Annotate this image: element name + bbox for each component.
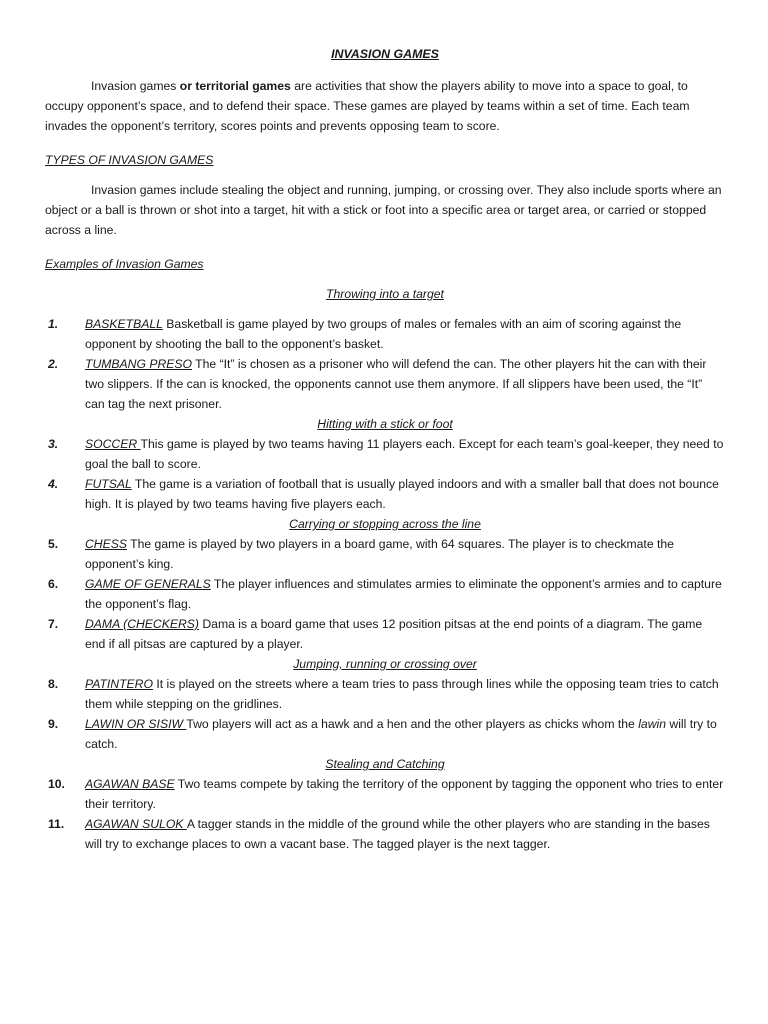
list-item: [45, 434, 725, 474]
game-name: CHESS: [85, 537, 127, 551]
intro-text-2: are activities that show the players ability to move into a space to goal, to occupy opponent’s space, and to defend their space. These games are played by teams within a set of time. Each team invades the opponent’s territory, scores points and prevents opposing team to score.: [45, 79, 690, 133]
category-heading-throwing: Throwing into a target: [326, 287, 444, 301]
types-heading: TYPES OF INVASION GAMES: [45, 153, 214, 167]
games-list-carrying: [45, 534, 725, 654]
game-description: The game is a variation of football that is usually played indoors and with a smaller ball that does not bounce high. It is played by two teams having five players each.: [85, 477, 719, 511]
games-list-jumping: [45, 674, 725, 754]
game-description: A tagger stands in the middle of the ground while the other players who are standing in the bases will try to exchange places to own a vacant base. The tagged player is the next tagger.: [85, 817, 710, 851]
category-heading-carrying: Carrying or stopping across the line: [289, 517, 481, 531]
item-number: 10.: [48, 777, 65, 791]
list-item: [45, 574, 725, 614]
item-number: 5.: [48, 537, 59, 551]
item-number: 8.: [48, 677, 59, 691]
list-item: [45, 614, 725, 654]
game-description-emphasis: lawin: [638, 717, 666, 731]
intro-text-bold: or territorial games: [179, 79, 291, 93]
game-description: The game is played by two players in a board game, with 64 squares. The player is to checkmate the opponent’s king.: [85, 537, 674, 571]
game-description: The player influences and stimulates armies to eliminate the opponent’s armies and to capture the opponent’s flag.: [85, 577, 722, 611]
list-item: [45, 714, 725, 754]
document-title: INVASION GAMES: [331, 47, 439, 61]
games-list-stealing: [45, 774, 725, 854]
game-name: AGAWAN SULOK: [85, 817, 187, 831]
game-description: This game is played by two teams having 11 players each. Except for each team’s goal-keeper, they need to goal the ball to score.: [85, 437, 724, 471]
game-description: Dama is a board game that uses 12 position pitsas at the end points of a diagram. The game end if all pitsas are captured by a player.: [85, 617, 703, 651]
game-name: GAME OF GENERALS: [85, 577, 211, 591]
list-item: [45, 674, 725, 714]
intro-text-1: Invasion games: [91, 79, 180, 93]
category-heading-jumping: Jumping, running or crossing over: [293, 657, 477, 671]
game-name: TUMBANG PRESO: [85, 357, 192, 371]
list-item: [45, 314, 725, 354]
list-item: [45, 354, 725, 414]
game-description: Basketball is game played by two groups of males or females with an aim of scoring against the opponent by shooting the ball to the opponent’s basket.: [85, 317, 682, 351]
item-number: 4.: [48, 477, 59, 491]
category-heading-hitting: Hitting with a stick or foot: [317, 417, 453, 431]
game-name: LAWIN OR SISIW: [85, 717, 187, 731]
item-number: 9.: [48, 717, 59, 731]
games-list-hitting: [45, 434, 725, 514]
item-number: 11.: [48, 817, 65, 831]
intro-paragraph: [45, 76, 725, 136]
examples-heading: Examples of Invasion Games: [45, 257, 204, 271]
document-page: [45, 44, 725, 854]
item-number: 2.: [48, 357, 59, 371]
game-description: Two teams compete by taking the territory of the opponent by tagging the opponent who tries to enter their territory.: [85, 777, 724, 811]
item-number: 1.: [48, 317, 59, 331]
game-description: The “It” is chosen as a prisoner who will defend the can. The other players hit the can with their two slippers. If the can is knocked, the opponents cannot use them anymore. If all slippers have been used, the “It” can tag the next prisoner.: [85, 357, 707, 411]
item-number: 6.: [48, 577, 59, 591]
game-name: BASKETBALL: [85, 317, 163, 331]
game-description: Two players will act as a hawk and a hen and the other players as chicks whom the: [186, 717, 639, 731]
item-number: 7.: [48, 617, 59, 631]
types-paragraph: Invasion games include stealing the object and running, jumping, or crossing over. They also include sports where an object or a ball is thrown or shot into a target, hit with a stick or foot into a specific area or target area, or carried or stopped across a line.: [45, 183, 722, 237]
item-number: 3.: [48, 437, 59, 451]
list-item: [45, 814, 725, 854]
game-description-end: will try to catch.: [85, 717, 717, 751]
game-description: It is played on the streets where a team tries to pass through lines while the opposing team tries to catch them while stepping on the gridlines.: [85, 677, 719, 711]
game-name: DAMA (CHECKERS): [85, 617, 199, 631]
list-item: [45, 774, 725, 814]
list-item: [45, 474, 725, 514]
game-name: AGAWAN BASE: [85, 777, 175, 791]
game-name: FUTSAL: [85, 477, 132, 491]
game-name: SOCCER: [85, 437, 141, 451]
list-item: [45, 534, 725, 574]
games-list-throwing: [45, 314, 725, 414]
game-name: PATINTERO: [85, 677, 153, 691]
category-heading-stealing: Stealing and Catching: [325, 757, 445, 771]
